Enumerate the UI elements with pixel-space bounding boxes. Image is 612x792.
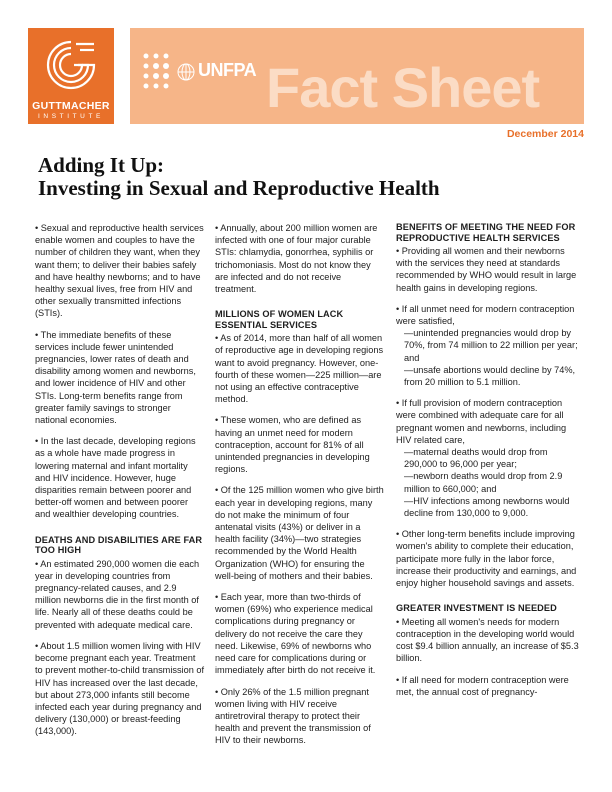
column-1 [35, 222, 205, 747]
title-line-1: Adding It Up: [38, 153, 165, 177]
paragraph: • Sexual and reproductive health services enable women and couples to have the number of children they want, when they want them; to deliver their babies safely and have healthy newborns; and to have healthy sexual lives, free from HIV and other sexually transmitted infections (STIs). [35, 223, 204, 319]
paragraph: • If full provision of modern contraception were combined with adequate care for all pregnant women and newborns, including HIV related care, [396, 398, 567, 445]
paragraph: • As of 2014, more than half of all women of reproductive age in developing regions want to avoid pregnancy. However, one-fourth of these women—225 million—are not using an effective contraceptive method. [215, 333, 384, 405]
guttmacher-swirl-icon [42, 36, 100, 94]
paragraph: • About 1.5 million women living with HIV become pregnant each year. Treatment to prevent mother-to-child transmission of HIV has increased over the last decade, but about 273,000 infants still become infected each year during pregnancy and delivery (130,000) or breast-feeding (143,000). [35, 640, 205, 737]
paragraph: • In the last decade, developing regions as a whole have made progress in lowering maternal and infant mortality and HIV incidence. However, huge disparities remain between poorer and better-off women and between poorer and wealthier developing countries. [35, 436, 196, 520]
title-line-2: Investing in Sexual and Reproductive Health [38, 176, 440, 200]
fact-sheet-banner [130, 28, 584, 124]
paragraph: • Of the 125 million women who give birth each year in developing regions, many do not make the minimum of four antenatal visits (43%) or deliver in a health facility (34%)—two strategies recommended by the World Health Organization (WHO) for ensuring the well-being of mothers and their babies. [215, 485, 384, 581]
paragraph: • Meeting all women's needs for modern contraception in the developing world would cost $9.4 billion annually, an increase of $5.3 billion. [396, 616, 579, 664]
column-3 [396, 222, 582, 707]
paragraph: • Other long-term benefits include improving women's ability to complete their education, participate more fully in the labor force, increase their productivity and earnings, and enjoy higher household savings and assets. [396, 529, 577, 589]
paragraph: • If all need for modern contraception were met, the annual cost of pregnancy- [396, 674, 569, 697]
sub-item: —unintended pregnancies would drop by 70%, from 74 million to 22 million per year; and [404, 328, 578, 363]
column-2 [215, 222, 385, 756]
guttmacher-logo [28, 28, 114, 124]
publication-date: December 2014 [506, 128, 584, 140]
page-title [38, 154, 578, 200]
paragraph: • The immediate benefits of these services include fewer unintended pregnancies, lower rates of death and disability among women and newborns, and lower incidence of HIV and other STIs. Long-term benefits range from greater family savings to stronger national economies. [35, 329, 196, 426]
paragraph: • Only 26% of the 1.5 million pregnant women living with HIV receive antiretroviral therapy to protect their health and prevent the transmission of HIV to their newborns. [215, 686, 371, 746]
org-name: GUTTMACHER [32, 100, 110, 112]
section-heading: DEATHS AND DISABILITIES ARE FAR TOO HIGH [35, 534, 203, 556]
org-subtitle: INSTITUTE [38, 113, 104, 120]
un-emblem-icon [176, 62, 196, 82]
sub-item: —HIV infections among newborns would decline from 130,000 to 9,000. [404, 495, 570, 519]
partner-logo-text: UNFPA [198, 60, 257, 80]
paragraph: • Each year, more than two-thirds of women (69%) who experience medical complications during pregnancy or delivery do not receive the care they need. Likewise, 69% of newborns who need care for complications during or immediately after birth do not receive it. [215, 592, 376, 676]
section-heading: MILLIONS OF WOMEN LACK ESSENTIAL SERVICES [215, 309, 344, 330]
sub-item: —newborn deaths would drop from 2.9 million to 660,000; and [404, 471, 563, 494]
section-heading: GREATER INVESTMENT IS NEEDED [396, 603, 557, 614]
paragraph: • If all unmet need for modern contraception were satisfied, [396, 303, 575, 327]
paragraph: • Annually, about 200 million women are infected with one of four major curable STIs: chlamydia, gonorrhea, syphilis or trichomoniasis. Most do not know they are infected and do not receive treatment. [215, 223, 378, 295]
sub-item: —maternal deaths would drop from 290,000 to 96,000 per year; [404, 447, 548, 470]
paragraph: • These women, who are defined as having an unmet need for modern contraception, account for 81% of all unintended pregnancies in developing regions. [215, 415, 370, 475]
paragraph: • Providing all women and their newborns with the services they need at standards recommended by WHO would result in large health gains in developing regions. [396, 246, 577, 293]
paragraph: • An estimated 290,000 women die each year in developing countries from pregnancy-related causes, and 2.9 million newborns die in the first month of life. Nearly all of these deaths could be prevented with adequate medical care. [35, 558, 200, 630]
banner-title: Fact Sheet [266, 56, 540, 119]
sub-item: —unsafe abortions would decline by 74%, from 20 million to 5.1 million. [404, 364, 576, 388]
section-heading: BENEFITS OF MEETING THE NEED FOR REPRODUCTIVE HEALTH SERVICES [396, 222, 576, 243]
